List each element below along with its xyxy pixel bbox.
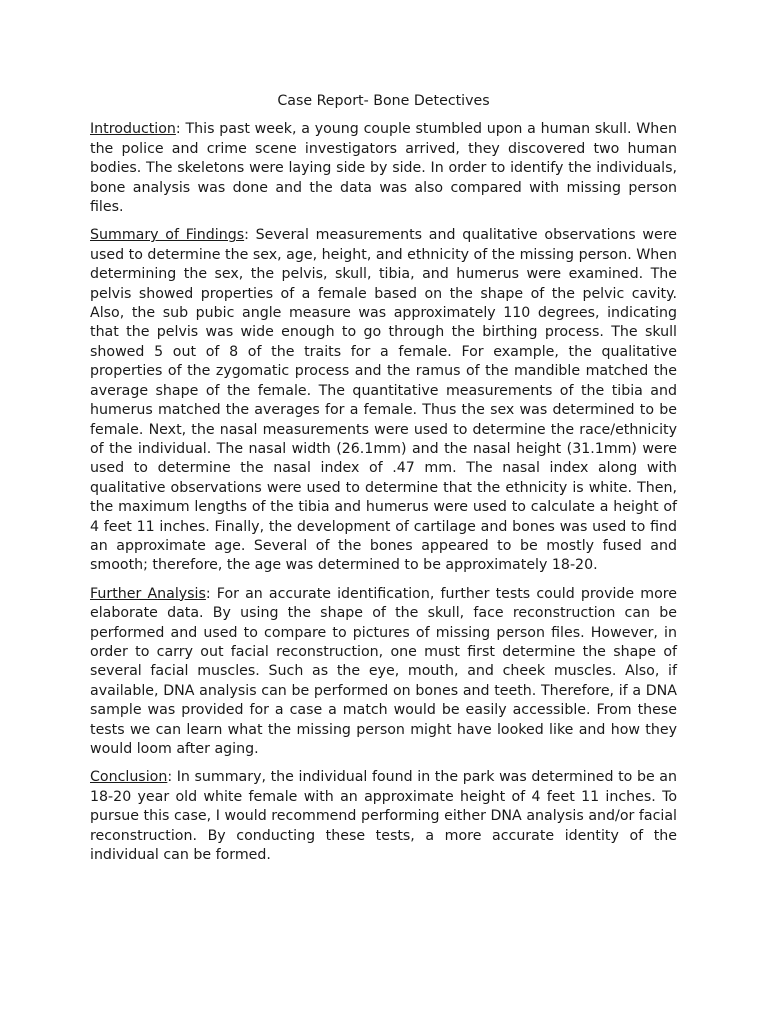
conclusion-paragraph — [90, 768, 677, 865]
introduction-heading: Introduction — [90, 121, 176, 138]
document-page — [90, 92, 677, 874]
further-analysis-heading: Further Analysis — [90, 585, 206, 602]
conclusion-heading: Conclusion — [90, 769, 168, 786]
further-analysis-body: : For an accurate identification, further tests could provide more elaborate data. By using the shape of the skull, face reconstruction can be performed and used to compare to pictures of missing person files. However, in order to carry out facial reconstruction, one must first determine the shape of several facial muscles. Such as the eye, mouth, and cheek muscles. Also, if available, DNA analysis can be performed on bones and teeth. Therefore, if a DNA sample was provided for a case a match would be easily accessible. From these tests we can learn what the missing person might have looked like and how they would loom after aging. — [90, 585, 678, 757]
summary-paragraph — [90, 226, 677, 575]
summary-heading: Summary of Findings — [90, 227, 245, 244]
introduction-paragraph — [90, 120, 677, 217]
introduction-body: : This past week, a young couple stumbled upon a human skull. When the police and crime scene investigators arrived, they discovered two human bodies. The skeletons were laying side by side. In order to identify the individuals, bone analysis was done and the data was also compared with missing person files. — [90, 121, 677, 216]
document-title: Case Report- Bone Detectives — [277, 93, 490, 109]
summary-body: : Several measurements and qualitative observations were used to determine the sex, age, height, and ethnicity of the missing person. When determining the sex, the pelvis, skull, tibia, and humerus were examined. The pelvis showed properties of a female based on the shape of the pelvic cavity. Also, the sub pubic angle measure was approximately 110 degrees, indicating that the pelvis was wide enough to go through the birthing process. The skull showed 5 out of 8 of the traits for a female. For example, the qualitative properties of the zygomatic process and the ramus of the mandible matched the average shape of the female. The quantitative measurements of the tibia and humerus matched the averages for a female. Thus the sex was determined to be female. Next, the nasal measurements were used to determine the race/ethnicity of the individual. The nasal width (26.1mm) and the nasal height (31.1mm) were used to determine the nasal index of .47 mm. The nasal index along with qualitative observations were used to determine that the ethnicity is white. Then, the maximum lengths of the tibia and humerus were used to calculate a height of 4 feet 11 inches. Finally, the development of cartilage and bones was used to find an approximate age. Several of the bones appeared to be mostly fused and smooth; therefore, the age was determined to be approximately 18-20. — [90, 227, 678, 574]
further-analysis-paragraph — [90, 585, 677, 760]
conclusion-body: : In summary, the individual found in the park was determined to be an 18-20 year old white female with an approximate height of 4 feet 11 inches. To pursue this case, I would recommend performing either DNA analysis and/or facial reconstruction. By conducting these tests, a more accurate identity of the individual can be formed. — [90, 769, 677, 864]
